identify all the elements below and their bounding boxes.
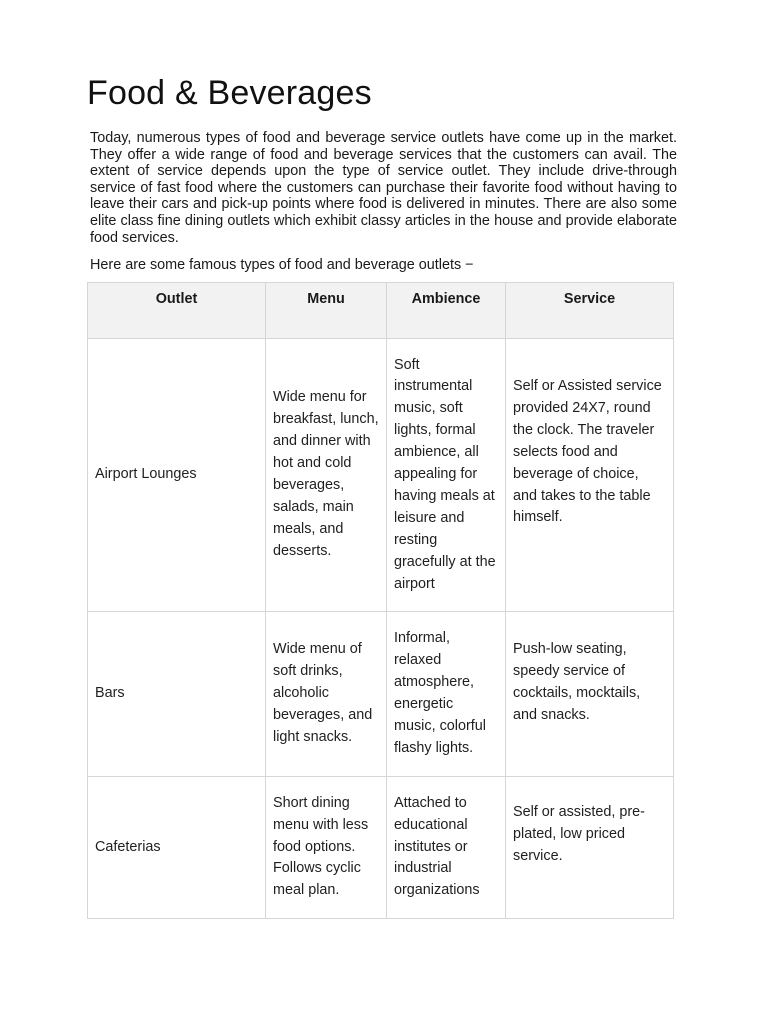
- service-cell: Self or assisted, pre-plated, low priced service.: [506, 777, 674, 919]
- table-lead-in: Here are some famous types of food and beverage outlets −: [90, 257, 474, 273]
- table-row: [88, 777, 674, 919]
- ambience-cell: Attached to educational institutes or industrial organizations: [387, 777, 506, 919]
- menu-cell: Short dining menu with less food options. Follows cyclic meal plan.: [266, 777, 387, 919]
- table-row: [88, 339, 674, 612]
- table-header-row: [88, 283, 674, 339]
- outlet-cell: Cafeterias: [88, 777, 266, 919]
- column-header-menu: Menu: [266, 283, 387, 339]
- service-cell: Push-low seating, speedy service of cocktails, mocktails, and snacks.: [506, 612, 674, 777]
- outlet-cell: Airport Lounges: [88, 339, 266, 612]
- menu-cell: Wide menu of soft drinks, alcoholic beverages, and light snacks.: [266, 612, 387, 777]
- menu-cell: Wide menu for breakfast, lunch, and dinner with hot and cold beverages, salads, main meals, and desserts.: [266, 339, 387, 612]
- ambience-cell: Soft instrumental music, soft lights, formal ambience, all appealing for having meals at leisure and resting gracefully at the airport: [387, 339, 506, 612]
- table-row: [88, 612, 674, 777]
- column-header-service: Service: [506, 283, 674, 339]
- column-header-ambience: Ambience: [387, 283, 506, 339]
- outlets-table: [87, 282, 674, 919]
- ambience-cell: Informal, relaxed atmosphere, energetic music, colorful flashy lights.: [387, 612, 506, 777]
- outlet-cell: Bars: [88, 612, 266, 777]
- column-header-outlet: Outlet: [88, 283, 266, 339]
- service-cell: Self or Assisted service provided 24X7, round the clock. The traveler selects food and beverage of choice, and takes to the table himself.: [506, 339, 674, 612]
- page-title: Food & Beverages: [87, 74, 372, 112]
- intro-paragraph: Today, numerous types of food and beverage service outlets have come up in the market. They offer a wide range of food and beverage services that the customers can avail. The extent of service depends upon the type of service outlet. They include drive-through service of fast food where the customers can purchase their favorite food without having to leave their cars and pick-up points where food is delivered in minutes. There are also some elite class fine dining outlets which exhibit classy articles in the house and provide elaborate food services.: [90, 130, 677, 246]
